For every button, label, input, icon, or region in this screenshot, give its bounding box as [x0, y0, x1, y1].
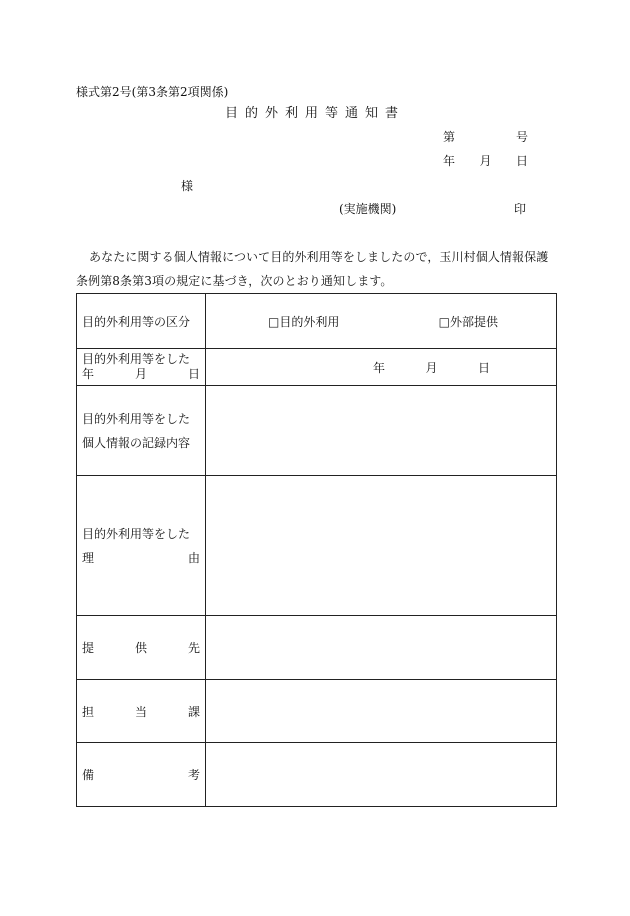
label-record-line2: 個人情報の記録内容	[82, 435, 191, 450]
remarks-field[interactable]	[206, 743, 557, 807]
label-reason-char: 由	[187, 550, 200, 565]
row-reason	[77, 476, 557, 616]
label-remarks-char: 考	[187, 768, 200, 782]
row-recipient	[77, 616, 557, 680]
label-date-char: 年	[82, 367, 95, 381]
row-date	[77, 349, 557, 386]
label-category-text: 目的外利用等の区分	[82, 314, 191, 329]
date-year-label: 年	[443, 154, 456, 168]
number-suffix: 号	[515, 130, 528, 144]
category-options	[206, 294, 557, 349]
checkbox-external-provision[interactable]: □外部提供	[438, 314, 498, 329]
department-field[interactable]	[206, 680, 557, 743]
addressee-suffix: 様	[181, 179, 194, 193]
label-reason-line2	[82, 546, 200, 570]
date-field-year: 年	[373, 360, 386, 375]
date-field[interactable]	[206, 349, 557, 386]
label-reason-char: 理	[82, 550, 95, 565]
document-title: 目的外利用等通知書	[224, 106, 405, 121]
row-category	[77, 294, 557, 349]
label-category	[77, 294, 206, 349]
form-number: 様式第2号(第3条第2項関係)	[76, 85, 229, 99]
row-record-content	[77, 386, 557, 476]
agency-label: (実施機関)	[339, 202, 397, 216]
row-remarks	[77, 743, 557, 807]
label-remarks	[77, 743, 206, 807]
date-day-label: 日	[515, 154, 528, 168]
label-date-char: 月	[134, 367, 147, 381]
document-date-line	[443, 155, 528, 167]
label-recipient-char: 提	[82, 641, 95, 655]
label-department-char: 担	[82, 704, 95, 719]
checkbox-internal-use[interactable]: □目的外利用	[268, 314, 340, 329]
label-date-line1: 目的外利用等をした	[82, 352, 191, 366]
record-content-field[interactable]	[206, 386, 557, 476]
label-reason	[77, 476, 206, 616]
date-month-label: 月	[479, 154, 492, 168]
notice-form-table	[76, 293, 557, 807]
label-record-line1: 目的外利用等をした	[82, 411, 191, 426]
label-record-content	[77, 386, 206, 476]
label-date	[77, 349, 206, 386]
label-date-char: 日	[187, 367, 200, 381]
label-recipient-char: 先	[187, 641, 200, 655]
row-department	[77, 680, 557, 743]
label-department-char: 課	[187, 704, 200, 719]
date-field-day: 日	[477, 360, 490, 375]
recipient-field[interactable]	[206, 616, 557, 680]
document-number-line	[443, 131, 528, 143]
label-recipient	[77, 616, 206, 680]
reason-field[interactable]	[206, 476, 557, 616]
date-field-month: 月	[425, 360, 438, 375]
number-label: 第	[443, 130, 456, 144]
label-date-line2	[82, 367, 200, 382]
seal-label: 印	[514, 202, 527, 216]
label-recipient-char: 供	[134, 641, 147, 655]
notice-body-text: あなたに関する個人情報について目的外利用等をしましたので，玉川村個人情報保護条例第8条第3項の規定に基づき，次のとおり通知します。	[76, 250, 549, 288]
label-department	[77, 680, 206, 743]
label-remarks-char: 備	[82, 768, 95, 782]
label-reason-line1: 目的外利用等をした	[82, 526, 191, 541]
label-department-char: 当	[134, 704, 147, 719]
